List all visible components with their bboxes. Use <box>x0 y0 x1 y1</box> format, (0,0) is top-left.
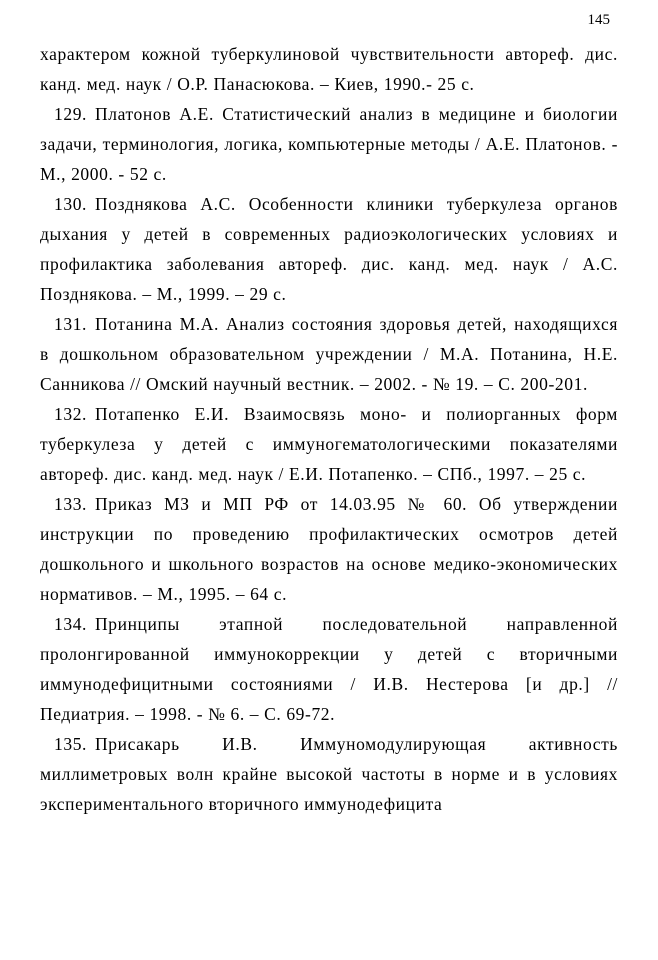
entry-number: 135. <box>54 734 88 754</box>
bibliography-entry-132 <box>40 399 618 489</box>
entry-number: 134. <box>54 614 88 634</box>
entry-text: характером кожной туберкулиновой чувствительности автореф. дис. канд. мед. наук / О.Р. Панасюкова. – Киев, 1990.- 25 с. <box>40 44 618 94</box>
bibliography-entry-134 <box>40 609 618 729</box>
entry-number: 133. <box>54 494 88 514</box>
entry-text: Платонов А.Е. Статистический анализ в медицине и биологии задачи, терминология, логика, компьютерные методы / А.Е. Платонов. - М., 2000. - 52 с. <box>40 104 618 184</box>
bibliography-entry-133 <box>40 489 618 609</box>
entry-number: 130. <box>54 194 88 214</box>
entry-text: Принципы этапной последовательной направленной пролонгированной иммунокоррекции у детей с вторичными иммунодефицитными состояниями / И.В. Нестерова [и др.] // Педиатрия. – 1998. - № 6. – С. 69-72. <box>40 614 618 724</box>
page-number: 145 <box>587 12 610 28</box>
bibliography-entry-continued <box>40 39 618 99</box>
bibliography-entry-135 <box>40 729 618 819</box>
bibliography-entry-131 <box>40 309 618 399</box>
bibliography-list <box>40 39 618 819</box>
entry-number: 131. <box>54 314 88 334</box>
entry-text: Приказ МЗ и МП РФ от 14.03.95 № 60. Об утверждении инструкции по проведению профилактических осмотров детей дошкольного и школьного возрастов на основе медико-экономических нормативов. – М., 1995. – 64 с. <box>40 494 618 604</box>
entry-number: 129. <box>54 104 88 124</box>
entry-text: Присакарь И.В. Иммуномодулирующая активность миллиметровых волн крайне высокой частоты в норме и в условиях экспериментального вторичного иммунодефицита <box>40 734 618 814</box>
entry-text: Потанина М.А. Анализ состояния здоровья детей, находящихся в дошкольном образовательном учреждении / М.А. Потанина, Н.Е. Санникова // Омский научный вестник. – 2002. - № 19. – С. 200-201. <box>40 314 618 394</box>
entry-text: Потапенко Е.И. Взаимосвязь моно- и полиорганных форм туберкулеза у детей с иммуногематологическими показателями автореф. дис. канд. мед. наук / Е.И. Потапенко. – СПб., 1997. – 25 с. <box>40 404 618 484</box>
bibliography-entry-130 <box>40 189 618 309</box>
bibliography-entry-129 <box>40 99 618 189</box>
entry-number: 132. <box>54 404 88 424</box>
entry-text: Позднякова А.С. Особенности клиники туберкулеза органов дыхания у детей в современных радиоэкологических условиях и профилактика заболевания автореф. дис. канд. мед. наук / А.С. Позднякова. – М., 1999. – 29 с. <box>40 194 618 304</box>
